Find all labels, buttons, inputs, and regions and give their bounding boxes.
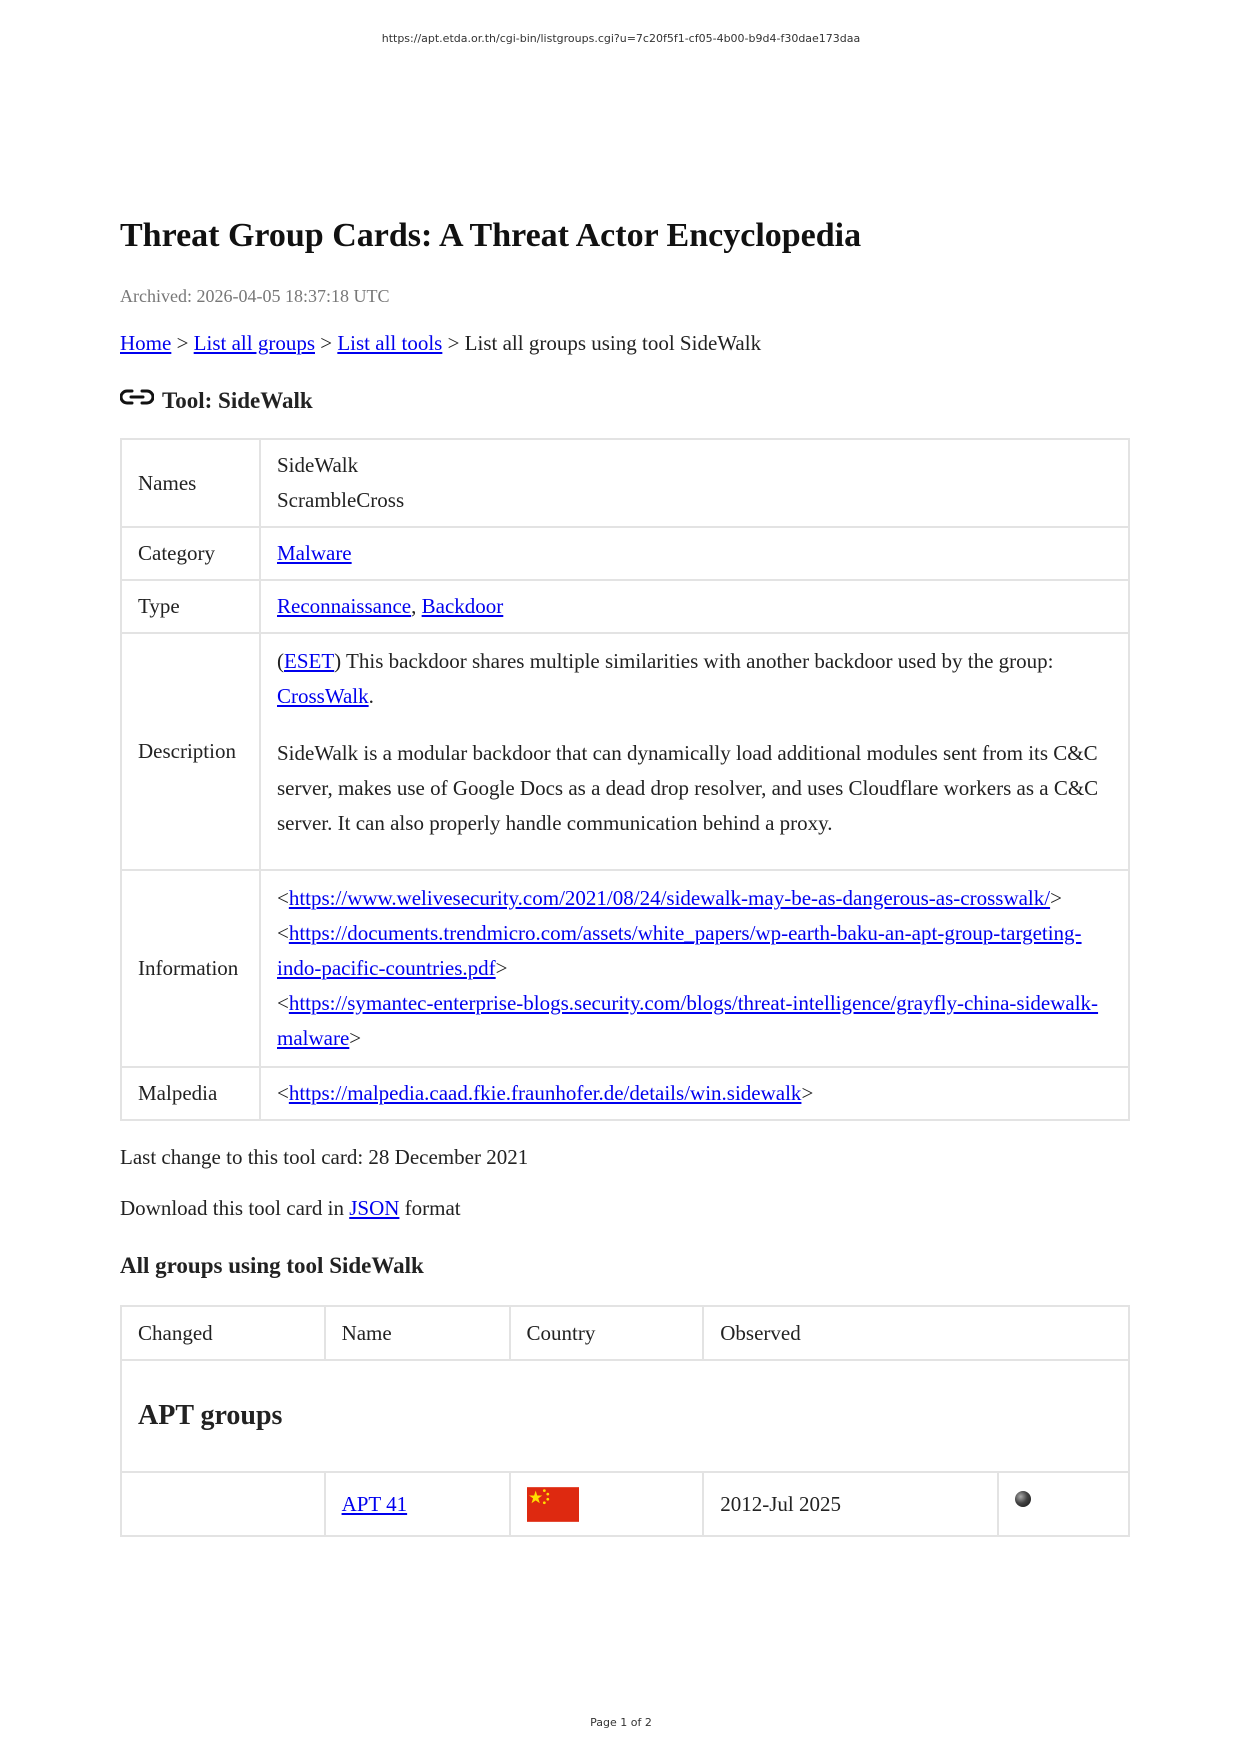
section-row (121, 1360, 1129, 1472)
observed-cell: 2012-Jul 2025 (703, 1472, 997, 1536)
download-suffix: format (399, 1196, 461, 1220)
names-row (121, 439, 1129, 527)
country-cell (510, 1472, 704, 1536)
information-link[interactable]: https://documents.trendmicro.com/assets/white_papers/wp-earth-baku-an-apt-group-targeting-indo-pacific-countries.pdf (277, 921, 1082, 980)
type-link-reconnaissance[interactable]: Reconnaissance (277, 594, 412, 618)
download-text (120, 1196, 1130, 1221)
tool-name: SideWalk (277, 453, 359, 477)
china-flag-icon (527, 1487, 579, 1522)
information-link[interactable]: https://www.welivesecurity.com/2021/08/24/sidewalk-may-be-as-dangerous-as-crosswalk/ (288, 886, 1051, 910)
section-title-apt-groups: APT groups (121, 1360, 1129, 1472)
column-header-observed: Observed (703, 1306, 1129, 1360)
breadcrumb-list-tools-link[interactable]: List all tools (337, 331, 443, 355)
tool-heading-text: Tool: SideWalk (162, 388, 313, 413)
malpedia-row (121, 1067, 1129, 1120)
information-item: <https://symantec-enterprise-blogs.security.com/blogs/threat-intelligence/grayfly-china-sidewalk-malware> (277, 991, 1099, 1050)
json-download-link[interactable]: JSON (349, 1196, 400, 1220)
link-icon (120, 388, 154, 406)
names-value (260, 439, 1129, 527)
crosswalk-link[interactable]: CrossWalk (277, 684, 369, 708)
breadcrumb (120, 331, 1130, 356)
status-cell (998, 1472, 1129, 1536)
description-row (121, 633, 1129, 870)
breadcrumb-separator: > (171, 331, 194, 355)
page-number: Page 1 of 2 (590, 1716, 652, 1729)
type-separator: , (411, 594, 422, 618)
name-cell (325, 1472, 510, 1536)
description-label: Description (121, 633, 260, 870)
changed-cell (121, 1472, 325, 1536)
download-prefix: Download this tool card in (120, 1196, 350, 1220)
type-value (260, 580, 1129, 633)
malpedia-value: <https://malpedia.caad.fkie.fraunhofer.de/details/win.sidewalk> (260, 1067, 1129, 1120)
column-header-changed: Changed (121, 1306, 325, 1360)
type-link-backdoor[interactable]: Backdoor (421, 594, 504, 618)
description-value (260, 633, 1129, 870)
type-row (121, 580, 1129, 633)
last-change-text: Last change to this tool card: 28 December 2021 (120, 1145, 529, 1169)
information-link[interactable]: https://symantec-enterprise-blogs.security.com/blogs/threat-intelligence/grayfly-china-sidewalk-malware (277, 991, 1099, 1050)
malpedia-label: Malpedia (121, 1067, 260, 1120)
category-value (260, 527, 1129, 580)
page-title: Threat Group Cards: A Threat Actor Encyclopedia (120, 217, 862, 254)
group-name-link[interactable]: APT 41 (341, 1491, 408, 1516)
category-link[interactable]: Malware (277, 541, 352, 565)
eset-source-link[interactable]: ESET (284, 649, 335, 673)
groups-heading: All groups using tool SideWalk (120, 1253, 424, 1278)
description-text: ) This backdoor shares multiple similarities with another backdoor used by the group: (334, 649, 1054, 673)
information-value (260, 870, 1129, 1067)
information-item: <https://www.welivesecurity.com/2021/08/24/sidewalk-may-be-as-dangerous-as-crosswalk/> (277, 886, 1062, 910)
description-text: ( (277, 649, 284, 673)
information-row (121, 870, 1129, 1067)
description-paragraph (277, 644, 1112, 714)
breadcrumb-list-groups-link[interactable]: List all groups (193, 331, 315, 355)
page-content (120, 212, 1130, 1537)
malpedia-link[interactable]: https://malpedia.caad.fkie.fraunhofer.de/details/win.sidewalk (288, 1081, 802, 1105)
breadcrumb-separator: > (315, 331, 338, 355)
column-header-country: Country (510, 1306, 704, 1360)
tool-heading (120, 388, 1130, 414)
groups-table (120, 1305, 1130, 1537)
type-label: Type (121, 580, 260, 633)
category-label: Category (121, 527, 260, 580)
dark-ball-icon (1015, 1491, 1031, 1507)
information-label: Information (121, 870, 260, 1067)
tool-card-table (120, 438, 1130, 1121)
names-label: Names (121, 439, 260, 527)
print-url-header: https://apt.etda.or.th/cgi-bin/listgroups.cgi?u=7c20f5f1-cf05-4b00-b9d4-f30dae173daa (381, 32, 861, 45)
archived-timestamp: Archived: 2026-04-05 18:37:18 UTC (120, 286, 390, 306)
description-text: . (368, 684, 374, 708)
information-item: <https://documents.trendmicro.com/assets/white_papers/wp-earth-baku-an-apt-group-targeting-indo-pacific-countries.pdf> (277, 921, 1082, 980)
breadcrumb-home-link[interactable]: Home (120, 331, 172, 355)
breadcrumb-current: > List all groups using tool SideWalk (442, 331, 762, 355)
table-row (121, 1472, 1129, 1536)
description-paragraph: SideWalk is a modular backdoor that can dynamically load additional modules sent from its C&C server, makes use of Google Docs as a dead drop resolver, and uses Cloudflare workers as a C&C server. It can also properly handle communication behind a proxy. (277, 741, 1099, 835)
tool-name: ScrambleCross (277, 488, 405, 512)
category-row (121, 527, 1129, 580)
column-header-name: Name (325, 1306, 510, 1360)
groups-header-row (121, 1306, 1129, 1360)
